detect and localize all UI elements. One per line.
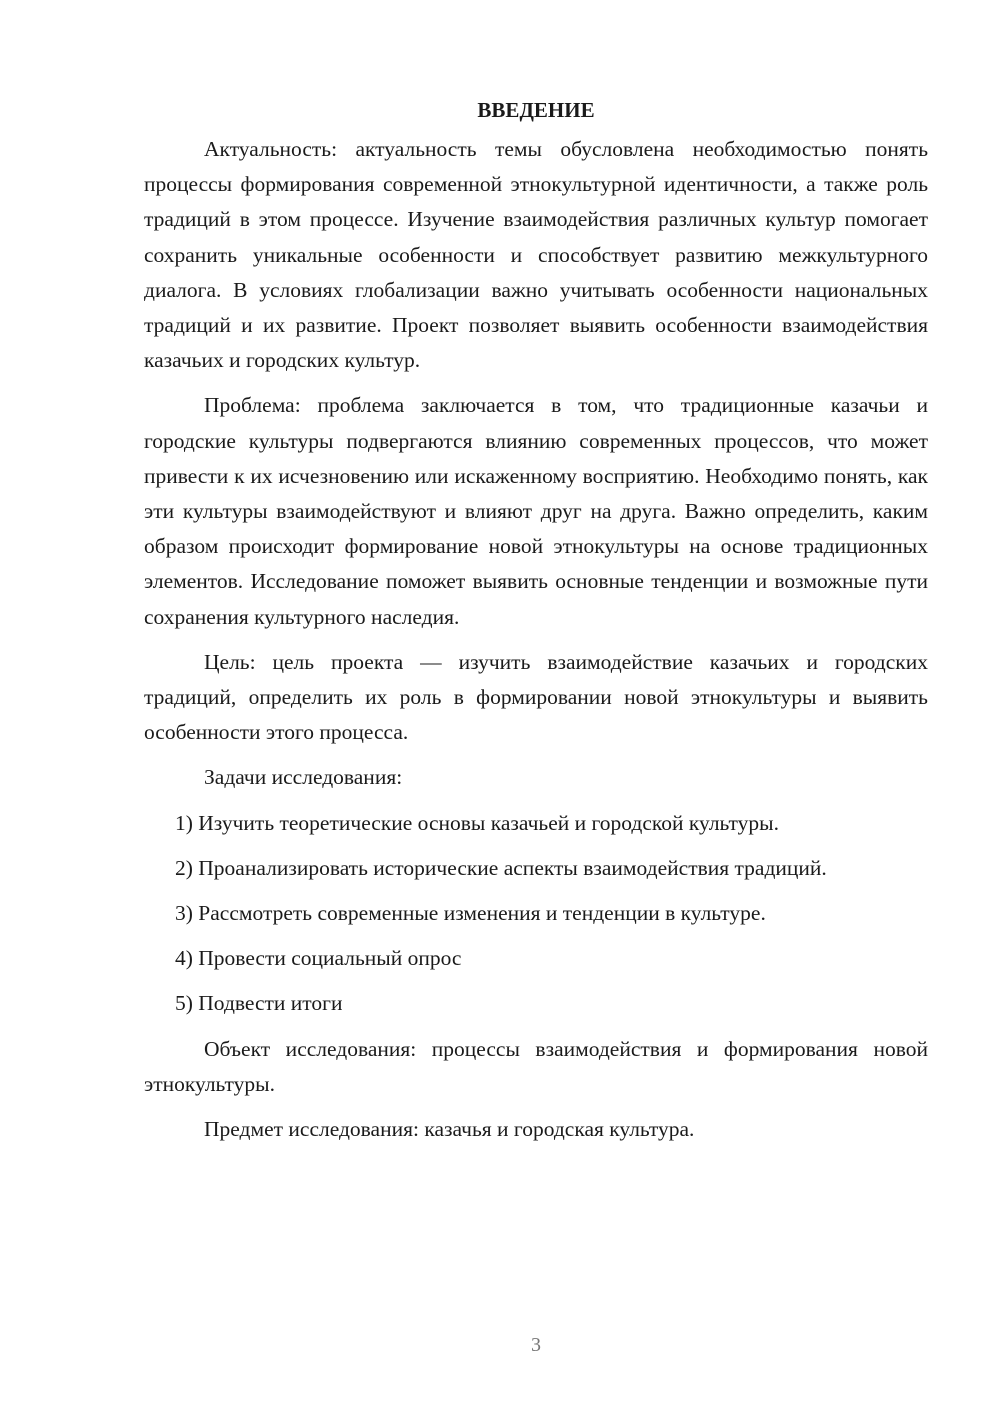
task-item: 2) Проанализировать исторические аспекты взаимодействия традиций. — [175, 855, 827, 880]
document-page — [144, 95, 928, 1157]
relevance-paragraph: Актуальность: актуальность темы обусловлена необходимостью понять процессы формирования современной этнокультурной идентичности, а также роль традиций в этом процессе. Изучение взаимодействия различных культур помогает сохранить уникальные особенности и способствует развитию межкультурного диалога. В условиях глобализации важно учитывать особенности национальных традиций и их развитие. Проект позволяет выявить особенности взаимодействия казачьих и городских культур. — [144, 137, 928, 373]
task-item: 4) Провести социальный опрос — [175, 946, 462, 971]
page-number: 3 — [531, 1334, 541, 1356]
page-title: ВВЕДЕНИЕ — [477, 98, 595, 122]
subject-paragraph: Предмет исследования: казачья и городская культура. — [204, 1117, 695, 1142]
object-paragraph: Объект исследования: процессы взаимодействия и формирования новой этнокультуры. — [144, 1036, 928, 1096]
task-item: 1) Изучить теоретические основы казачьей и городской культуры. — [175, 810, 779, 835]
task-item: 5) Подвести итоги — [175, 991, 343, 1016]
task-item: 3) Рассмотреть современные изменения и тенденции в культуре. — [175, 901, 766, 926]
goal-paragraph: Цель: цель проекта — изучить взаимодействие казачьих и городских традиций, определить их роль в формировании новой этнокультуры и выявить особенности этого процесса. — [144, 649, 928, 745]
tasks-heading: Задачи исследования: — [204, 765, 403, 790]
problem-paragraph: Проблема: проблема заключается в том, что традиционные казачьи и городские культуры подвергаются влиянию современных процессов, что может привести к их исчезновению или искаженному восприятию. Необходимо понять, как эти культуры взаимодействуют и влияют друг на друга. Важно определить, каким образом происходит формирование новой этнокультуры на основе традиционных элементов. Исследование поможет выявить основные тенденции и возможные пути сохранения культурного наследия. — [144, 393, 928, 629]
